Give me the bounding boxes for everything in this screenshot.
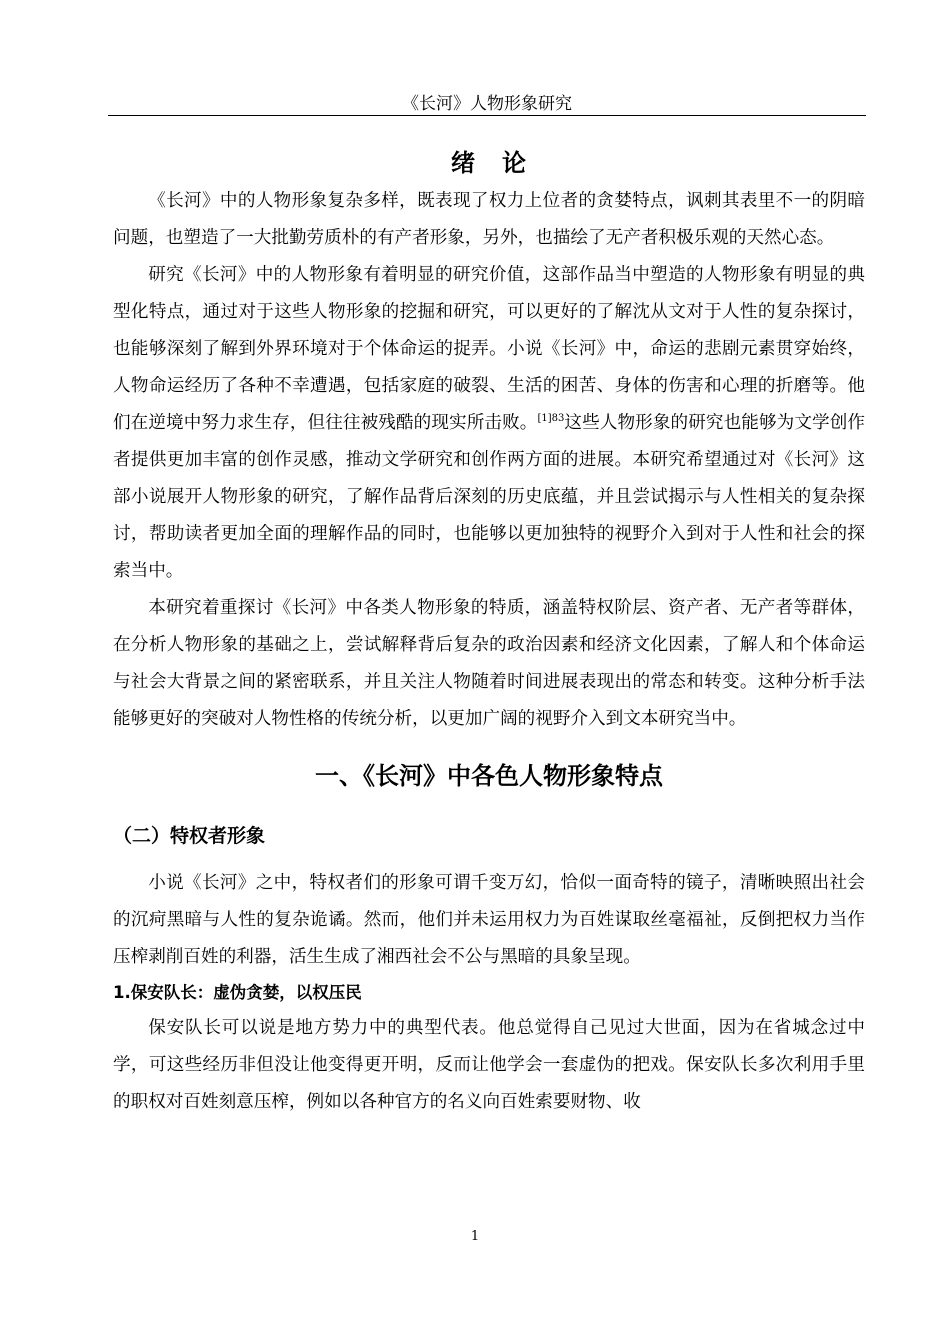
introduction-title-part1: 绪 [451,149,476,177]
subsection-security-captain-paragraph: 保安队长可以说是地方势力中的典型代表。他总觉得自己见过大世面，因为在省城念过中学，可这些经历非但没让他变得更开明，反而让他学会一套虚伪的把戏。保安队长多次利用手里的职权对百姓刻意压榨，例如以各种官方的名义向百姓索要财物、收 [113,1018,865,1112]
page-number: 1 [470,1229,480,1244]
introduction-paragraph-2-continued: 这些人物形象的研究也能够为文学创作者提供更加丰富的创作灵感，推动文学研究和创作两方面的进展。本研究希望通过对《长河》这部小说展开人物形象的研究，了解作品背后深刻的历史底蕴，并且尝试揭示与人性相关的复杂探讨，帮助读者更加全面的理解作品的同时，也能够以更加独特的视野介入到对于人性和社会的探索当中。 [113,413,865,581]
introduction-paragraph-3: 本研究着重探讨《长河》中各类人物形象的特质，涵盖特权阶层、资产者、无产者等群体，在分析人物形象的基础之上，尝试解释背后复杂的政治因素和经济文化因素，了解人和个体命运与社会大背景之间的紧密联系，并且关注人物随着时间进展表现出的常态和转变。这种分析手法能够更好的突破对人物性格的传统分析，以更加广阔的视野介入到文本研究当中。 [113,598,865,729]
section-privileged-paragraph: 小说《长河》之中，特权者们的形象可谓千变万幻，恰似一面奇特的镜子，清晰映照出社会的沉疴黑暗与人性的复杂诡谲。然而，他们并未运用权力为百姓谋取丝毫福祉，反倒把权力当作压榨剥削百姓的利器，活生生成了湘西社会不公与黑暗的具象呈现。 [113,873,865,967]
citation-marker: [1]83 [537,413,565,425]
introduction-paragraph-1: 《长河》中的人物形象复杂多样，既表现了权力上位者的贪婪特点，讽刺其表里不一的阴暗问题，也塑造了一大批勤劳质朴的有产者形象，另外，也描绘了无产者积极乐观的天然心态。 [113,191,865,248]
introduction-title [113,143,865,183]
header-rule [108,115,866,116]
introduction-title-part2: 论 [502,149,527,177]
introduction-paragraph-2 [113,257,865,590]
chapter-one-title: 一、《长河》中各色人物形象特点 [315,762,663,790]
running-header: 《长河》人物形象研究 [402,94,572,114]
subsection-security-captain-title: 1.保安队长：虚伪贪婪，以权压民 [113,983,362,1002]
page-body [113,143,865,1121]
section-privileged-title: （二）特权者形象 [113,825,266,847]
introduction-paragraph-2-text: 研究《长河》中的人物形象有着明显的研究价值，这部作品当中塑造的人物形象有明显的典型化特点，通过对于这些人物形象的挖掘和研究，可以更好的了解沈从文对于人性的复杂探讨，也能够深刻了解到外界环境对于个体命运的捉弄。小说《长河》中，命运的悲剧元素贯穿始终，人物命运经历了各种不幸遭遇，包括家庭的破裂、生活的困苦、身体的伤害和心理的折磨等。他们在逆境中努力求生存，但往往被残酷的现实所击败。 [113,265,865,433]
